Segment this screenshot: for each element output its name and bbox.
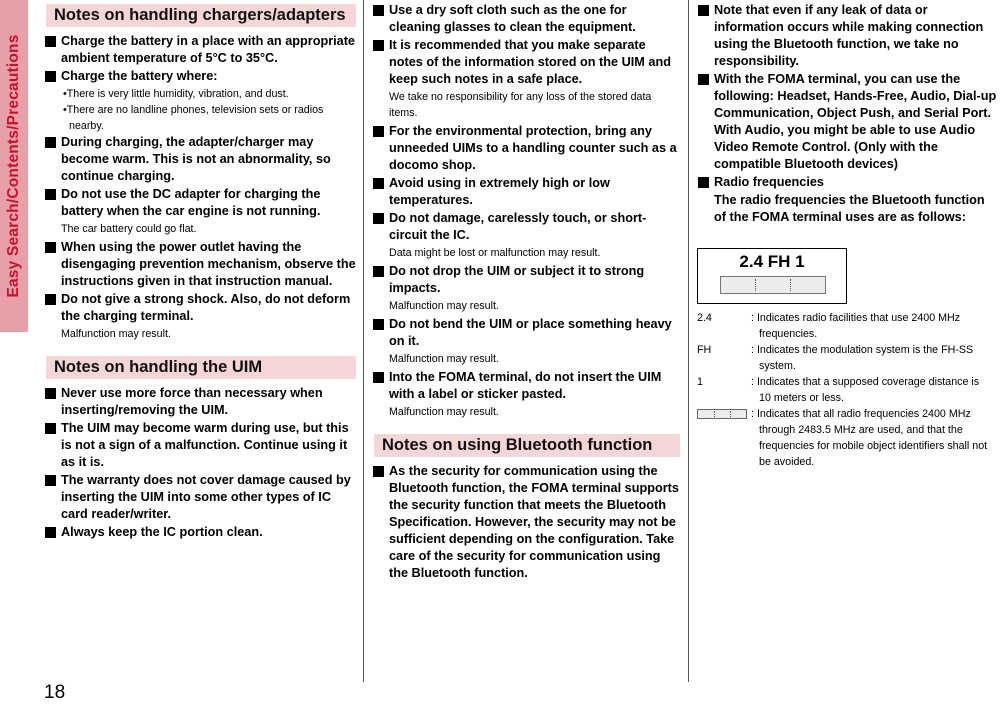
- note-text: Malfunction may result.: [61, 328, 171, 340]
- list-item: Do not damage, carelessly touch, or short-circuit the IC.: [372, 210, 680, 244]
- list-item: Charge the battery where:: [44, 68, 356, 85]
- definition-row: [697, 406, 999, 470]
- definition-desc: : Indicates that a supposed coverage distance is 10 meters or less.: [751, 376, 980, 404]
- list-chargers: [44, 33, 356, 342]
- list-item: With the FOMA terminal, you can use the following: Headset, Hands-Free, Audio, Dial-up Communication, Object Push, and Serial Port. With Audio, you might be able to use Audio Video Remote Control. (Only with the compatible Bluetooth devices): [697, 71, 999, 173]
- definition-desc: : Indicates that all radio frequencies 2400 MHz through 2483.5 MHz are used, and that the frequencies for mobile object identifiers shall not be avoided.: [751, 408, 988, 468]
- list-item: It is recommended that you make separate notes of the information stored on the UIM and keep such notes in a safe place.: [372, 37, 680, 88]
- note-text: The car battery could go flat.: [61, 223, 197, 235]
- column-3: [697, 0, 999, 470]
- definition-desc: : Indicates the modulation system is the FH-SS system.: [751, 344, 974, 372]
- definition-term: 1: [697, 376, 703, 388]
- section-heading-chargers: Notes on handling chargers/adapters: [46, 4, 356, 27]
- note-text: Malfunction may result.: [389, 406, 499, 418]
- list-item: Do not drop the UIM or subject it to strong impacts.: [372, 263, 680, 297]
- list-item: Avoid using in extremely high or low temperatures.: [372, 175, 680, 209]
- definition-row: [697, 374, 999, 406]
- bullet-item: •There is very little humidity, vibration, and dust.: [63, 88, 289, 100]
- section-heading-bluetooth: Notes on using Bluetooth function: [374, 434, 680, 457]
- list-item: Into the FOMA terminal, do not insert the UIM with a label or sticker pasted.: [372, 369, 680, 403]
- definition-term-band-icon: [697, 406, 751, 470]
- definition-term: FH: [697, 344, 712, 356]
- note-text: Malfunction may result.: [389, 300, 499, 312]
- band-tick: [790, 279, 791, 291]
- list-item: When using the power outlet having the disengaging prevention mechanism, observe the instructions given in that instruction manual.: [44, 239, 356, 290]
- list-item: Note that even if any leak of data or information occurs while making connection using the Bluetooth function, we take no responsibility.: [697, 2, 999, 70]
- definition-term: 2.4: [697, 312, 712, 324]
- list-uim: [44, 385, 356, 541]
- definition-row: [697, 342, 999, 374]
- frequency-band-bar: [720, 276, 826, 294]
- frequency-label-text: 2.4 FH 1: [739, 252, 805, 271]
- list-item: Charge the battery in a place with an appropriate ambient temperature of 5°C to 35°C.: [44, 33, 356, 67]
- definition-desc: : Indicates radio facilities that use 2400 MHz frequencies.: [751, 312, 961, 340]
- list-item: Use a dry soft cloth such as the one for cleaning glasses to clean the equipment.: [372, 2, 680, 36]
- section-heading-uim: Notes on handling the UIM: [46, 356, 356, 379]
- list-item: The UIM may become warm during use, but this is not a sign of a malfunction. Continue using it as it is.: [44, 420, 356, 471]
- page-number: 18: [44, 682, 66, 703]
- radio-frequency-description: The radio frequencies the Bluetooth function of the FOMA terminal uses are as follows:: [714, 193, 985, 224]
- list-item: Always keep the IC portion clean.: [44, 524, 356, 541]
- column-2: [372, 0, 680, 583]
- note-text: Malfunction may result.: [389, 353, 499, 365]
- list-item: Never use more force than necessary when inserting/removing the UIM.: [44, 385, 356, 419]
- band-tick: [755, 279, 756, 291]
- bullet-item: •There are no landline phones, television sets or radios nearby.: [63, 104, 324, 132]
- list-item: Do not give a strong shock. Also, do not deform the charging terminal.: [44, 291, 356, 325]
- column-divider: [688, 0, 689, 682]
- list-item: Radio frequencies: [697, 174, 999, 191]
- list-item: Do not bend the UIM or place something heavy on it.: [372, 316, 680, 350]
- side-tab[interactable]: [0, 0, 28, 332]
- side-tab-label: Easy Search/Contents/Precautions: [5, 34, 22, 298]
- note-text: Data might be lost or malfunction may result.: [389, 247, 601, 259]
- column-1: [44, 0, 356, 542]
- list-item: Do not use the DC adapter for charging the battery when the car engine is not running.: [44, 186, 356, 220]
- bullet-list: [44, 86, 356, 134]
- list-item: As the security for communication using the Bluetooth function, the FOMA terminal supports the security function that meets the Bluetooth Specification. However, the security may not be sufficient depending on the configuration. Take care of the security for communication using the Bluetooth function.: [372, 463, 680, 582]
- band-bar-icon: [697, 409, 747, 419]
- column-divider: [363, 0, 364, 682]
- definition-row: [697, 310, 999, 342]
- frequency-label-diagram: [697, 248, 847, 304]
- frequency-definitions: [697, 310, 999, 470]
- list-item: For the environmental protection, bring any unneeded UIMs to a handling counter such as a docomo shop.: [372, 123, 680, 174]
- note-text: We take no responsibility for any loss of the stored data items.: [389, 91, 652, 119]
- list-item: During charging, the adapter/charger may become warm. This is not an abnormality, so continue charging.: [44, 134, 356, 185]
- list-item: The warranty does not cover damage caused by inserting the UIM into some other types of IC card reader/writer.: [44, 472, 356, 523]
